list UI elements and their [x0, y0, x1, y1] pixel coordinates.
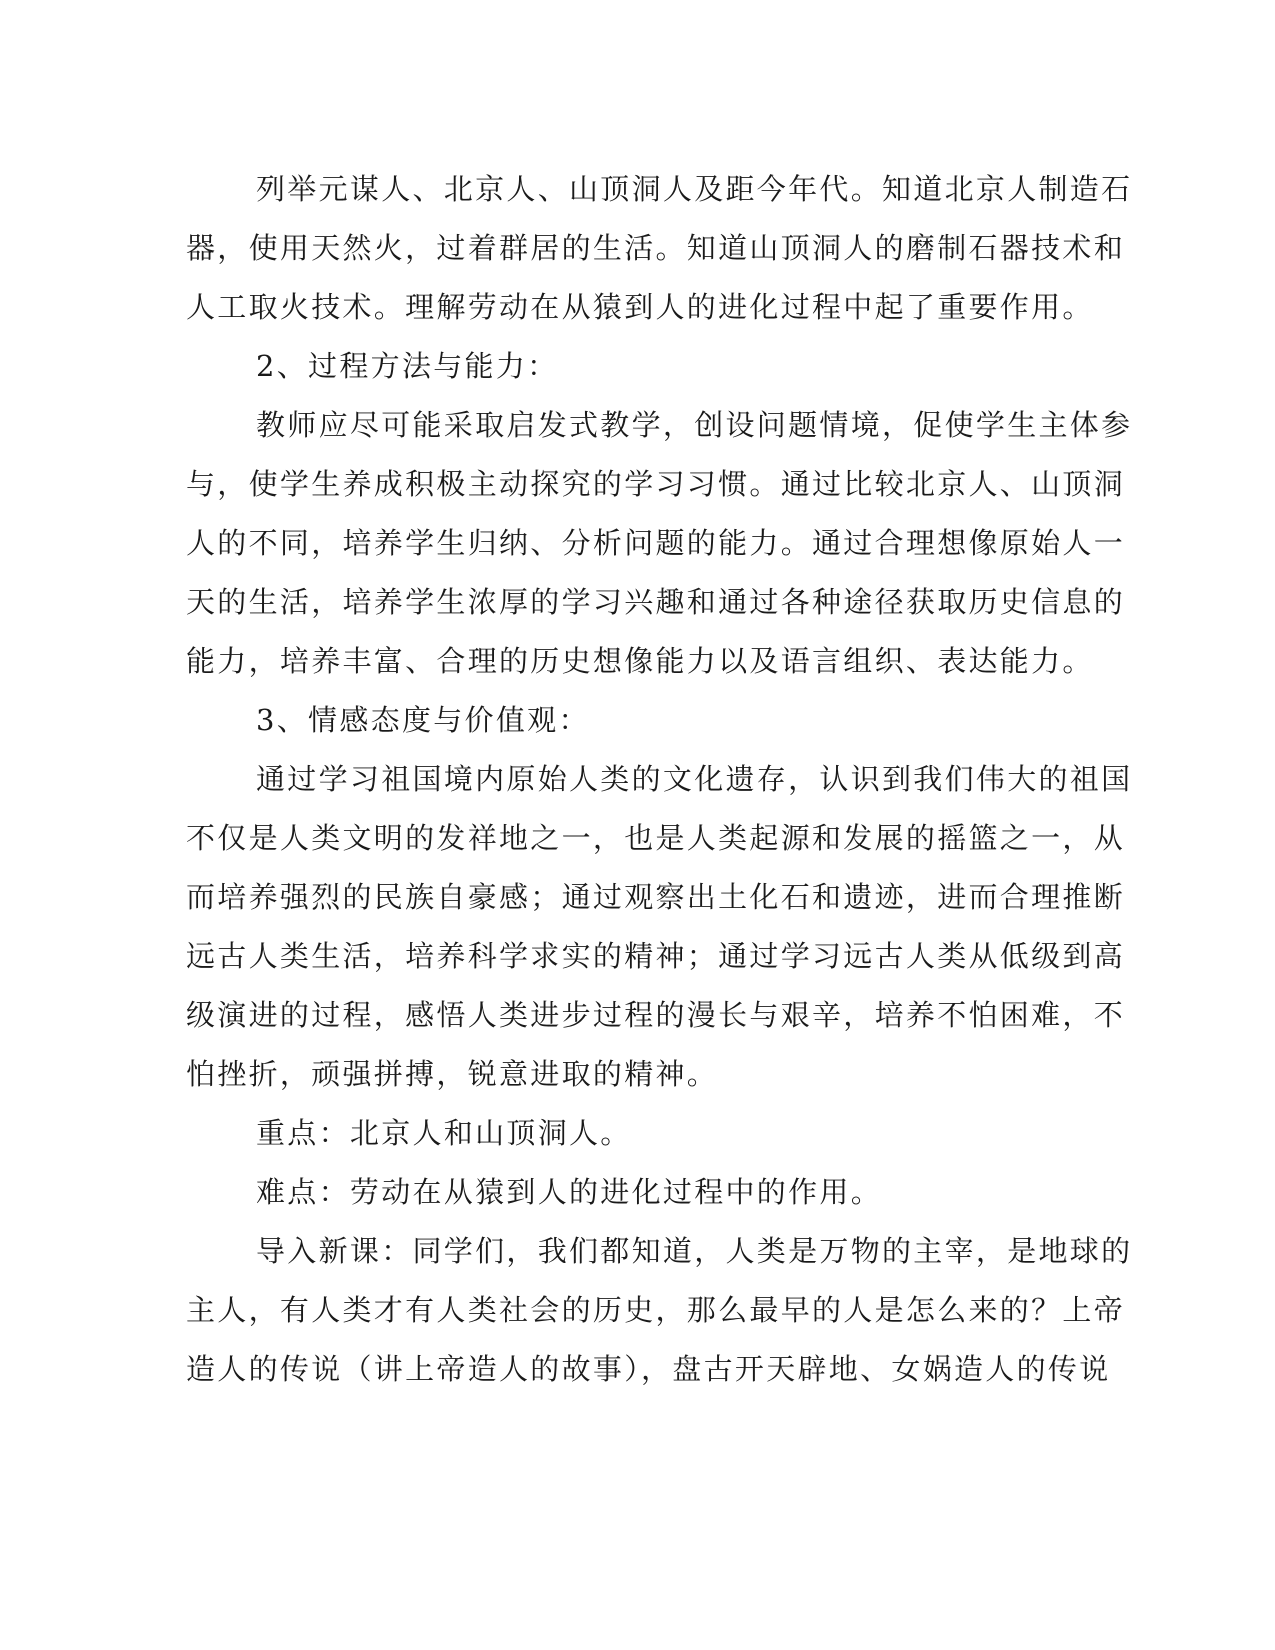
paragraph-key-point: [186, 1104, 1056, 1163]
text-line: 重点：北京人和山顶洞人。: [256, 1116, 632, 1150]
text-line: 导入新课：同学们，我们都知道，人类是万物的主宰，是地球的: [256, 1234, 1133, 1268]
text-line: 人的不同，培养学生归纳、分析问题的能力。通过合理想像原始人一: [186, 526, 1126, 560]
text-line: 而培养强烈的民族自豪感；通过观察出土化石和遗迹，进而合理推断: [186, 880, 1126, 914]
paragraph-difficult-point: [186, 1163, 1056, 1222]
text-line: 难点：劳动在从猿到人的进化过程中的作用。: [256, 1175, 883, 1209]
text-line: 造人的传说（讲上帝造人的故事），盘古开天辟地、女娲造人的传说: [186, 1352, 1111, 1386]
paragraph-emotion-goals: [186, 750, 1133, 1104]
heading-emotion-values: [186, 691, 1056, 750]
text-line: 主人，有人类才有人类社会的历史，那么最早的人是怎么来的？上帝: [186, 1293, 1126, 1327]
text-line: 列举元谋人、北京人、山顶洞人及距今年代。知道北京人制造石: [256, 172, 1133, 206]
text-line: 人工取火技术。理解劳动在从猿到人的进化过程中起了重要作用。: [186, 290, 1094, 324]
paragraph-method-goals: [186, 396, 1133, 691]
text-line: 2、过程方法与能力：: [256, 349, 559, 383]
text-line: 天的生活，培养学生浓厚的学习兴趣和通过各种途径获取历史信息的: [186, 585, 1126, 619]
heading-process-methods: [186, 337, 1056, 396]
text-line: 教师应尽可能采取启发式教学，创设问题情境，促使学生主体参: [256, 408, 1133, 442]
paragraph-lesson-intro: [186, 1222, 1133, 1399]
text-line: 通过学习祖国境内原始人类的文化遗存，认识到我们伟大的祖国: [256, 762, 1133, 796]
text-line: 与，使学生养成积极主动探究的学习习惯。通过比较北京人、山顶洞: [186, 467, 1126, 501]
text-line: 远古人类生活，培养科学求实的精神；通过学习远古人类从低级到高: [186, 939, 1126, 973]
text-line: 不仅是人类文明的发祥地之一，也是人类起源和发展的摇篮之一，从: [186, 821, 1126, 855]
document-body: [186, 160, 1133, 1399]
text-line: 能力，培养丰富、合理的历史想像能力以及语言组织、表达能力。: [186, 644, 1094, 678]
text-line: 怕挫折，顽强拼搏，锐意进取的精神。: [186, 1057, 719, 1091]
text-line: 3、情感态度与价值观：: [256, 703, 590, 737]
paragraph-knowledge-goals: [186, 160, 1133, 337]
text-line: 级演进的过程，感悟人类进步过程的漫长与艰辛，培养不怕困难，不: [186, 998, 1126, 1032]
text-line: 器，使用天然火，过着群居的生活。知道山顶洞人的磨制石器技术和: [186, 231, 1126, 265]
